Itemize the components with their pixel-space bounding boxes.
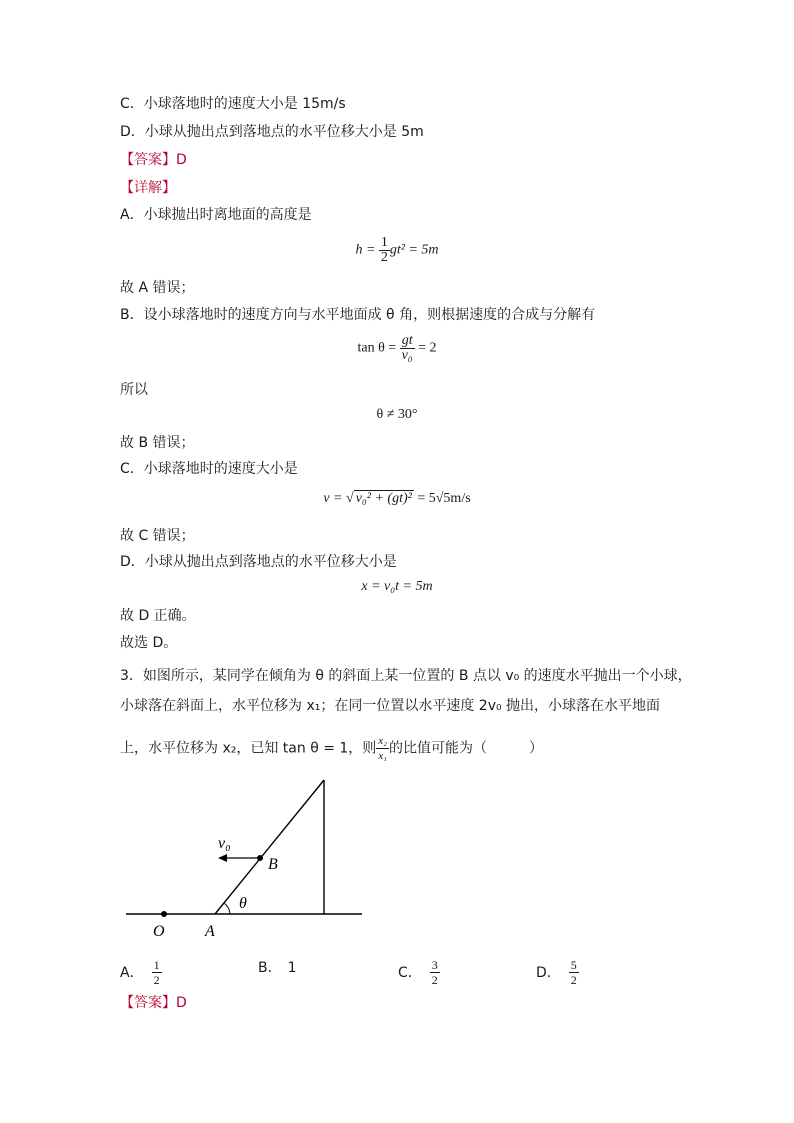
option-d-line: D．小球从抛出点到落地点的水平位移大小是 5m xyxy=(120,124,424,140)
choice-c[interactable]: C． $\frac{3}{2}$ xyxy=(398,958,438,987)
point-o xyxy=(161,911,167,917)
equation-theta: θ ≠ 30° xyxy=(376,407,418,422)
label-theta: θ xyxy=(239,895,247,912)
equation-tan: tan θ = $\frac{gt}{\text{v₀}}$ = 2 xyxy=(357,333,437,363)
label-a: A xyxy=(205,923,215,940)
question-3-line-3: 上，水平位移为 x₂，已知 tan θ = 1，则 $\frac{\text{x₂}}{\text{x₁}}$ 的比值可能为（ ） xyxy=(120,735,544,762)
incline-slope xyxy=(215,780,324,914)
equation-displacement: x = v₀t = 5m xyxy=(361,579,433,594)
detail-label: 【详解】 xyxy=(120,180,176,196)
part-b-conclusion: 故 B 错误； xyxy=(120,435,195,451)
answer-label: 【答案】D xyxy=(120,152,187,168)
part-b-text: B．设小球落地时的速度方向与水平地面成 θ 角，则根据速度的合成与分解有 xyxy=(120,307,596,323)
final-choice: 故选 D。 xyxy=(120,635,178,651)
angle-arc xyxy=(224,903,230,914)
label-v0: v₀ xyxy=(218,835,231,852)
choice-a[interactable]: A． $\frac{1}{2}$ xyxy=(120,958,160,987)
part-c-conclusion: 故 C 错误； xyxy=(120,528,195,544)
option-c-line: C．小球落地时的速度大小是 15m/s xyxy=(120,96,346,112)
part-d-text: D．小球从抛出点到落地点的水平位移大小是 xyxy=(120,554,397,570)
question-3-line-2: 小球落在斜面上，水平位移为 x₁；在同一位置以水平速度 2v₀ 抛出，小球落在水平地面 xyxy=(120,698,661,714)
answer-label-2: 【答案】D xyxy=(120,995,187,1011)
equation-velocity: v = √ v₀² + (gt)² = 5√5m/s xyxy=(323,491,471,506)
choice-d[interactable]: D． $\frac{5}{2}$ xyxy=(536,958,577,987)
question-3-line-1: 3．如图所示，某同学在倾角为 θ 的斜面上某一位置的 B 点以 v₀ 的速度水平抛出一个小球， xyxy=(120,668,692,684)
part-c-text: C．小球落地时的速度大小是 xyxy=(120,461,298,477)
label-o: O xyxy=(153,923,165,940)
part-d-conclusion: 故 D 正确。 xyxy=(120,608,196,624)
part-a-text: A．小球抛出时离地面的高度是 xyxy=(120,207,312,223)
label-b: B xyxy=(268,856,278,873)
equation-height: h = $\frac{1}{2}$ gt² = 5m xyxy=(355,235,439,265)
part-a-conclusion: 故 A 错误； xyxy=(120,280,195,296)
arrowhead xyxy=(218,854,227,862)
so-text: 所以 xyxy=(120,382,148,398)
choice-b[interactable]: B． 1 xyxy=(258,960,297,976)
